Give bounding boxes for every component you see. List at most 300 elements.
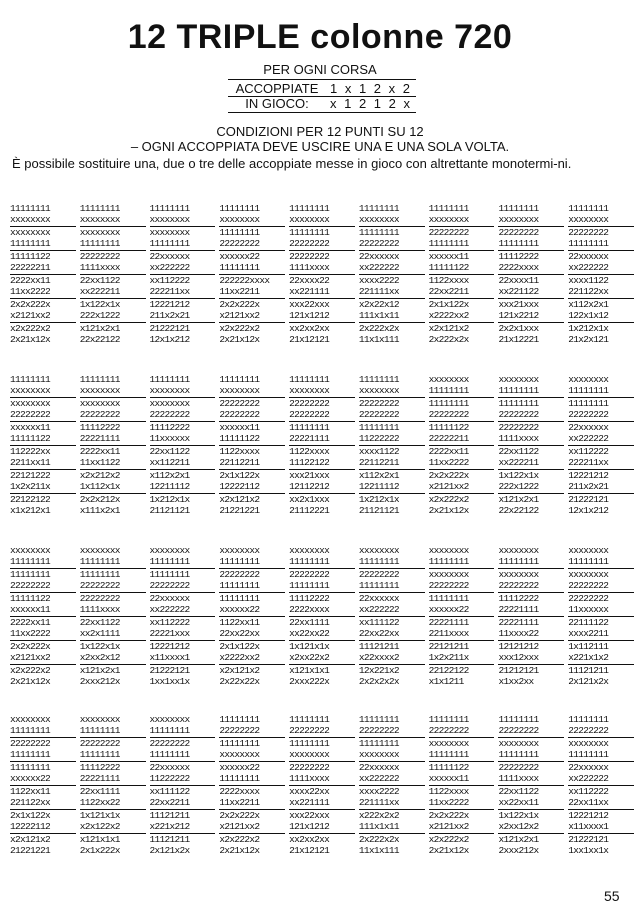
column-code: xxxxxxxx bbox=[10, 398, 51, 409]
column-code: xxxxxx11 bbox=[219, 422, 260, 433]
row-pair bbox=[150, 785, 216, 809]
row-pair bbox=[289, 761, 355, 785]
row-pair bbox=[568, 298, 634, 322]
column-code: xx2xx2xx bbox=[289, 323, 330, 334]
column-code: 11111111 bbox=[149, 569, 190, 580]
column-code: 2x121x2x bbox=[149, 844, 190, 856]
row-pair bbox=[219, 421, 285, 445]
column-group bbox=[219, 203, 285, 346]
column-code: 12221212 bbox=[568, 470, 609, 481]
column-code: 22xx22xx bbox=[358, 627, 399, 639]
row-pair bbox=[219, 785, 285, 809]
column-code: 11111111 bbox=[428, 714, 469, 725]
row-pair bbox=[80, 469, 146, 493]
column-code: x2x212x2 bbox=[79, 470, 120, 481]
column-code: xxxxxx11 bbox=[428, 251, 469, 262]
row-pair bbox=[10, 785, 76, 809]
column-group bbox=[359, 714, 425, 857]
column-group bbox=[429, 545, 495, 688]
row-pair bbox=[359, 421, 425, 445]
column-code: 22222222 bbox=[358, 237, 399, 249]
column-code: 22222222 bbox=[219, 408, 260, 420]
column-code: 11xx2222 bbox=[428, 796, 469, 808]
row-pair bbox=[289, 298, 355, 322]
column-code: xxxxxxxx bbox=[149, 398, 190, 409]
column-code: 11111111 bbox=[10, 569, 51, 580]
row-pair bbox=[568, 640, 634, 664]
row-pair bbox=[289, 203, 355, 226]
column-code: x2x122x2 bbox=[79, 820, 120, 832]
row-pair bbox=[80, 833, 146, 857]
column-code: 1x121x1x bbox=[289, 641, 330, 652]
column-code: 1x212x1x bbox=[358, 494, 399, 505]
column-group bbox=[359, 203, 425, 346]
column-code: xxxx2222 bbox=[358, 786, 399, 797]
in-gioco-value: x 1 2 1 2 x bbox=[330, 96, 412, 111]
column-code: 2x1x122x bbox=[219, 470, 260, 481]
row-pair bbox=[150, 250, 216, 274]
row-pair bbox=[10, 737, 76, 761]
column-code: 22xx2211 bbox=[428, 285, 469, 297]
column-code: 12211112 bbox=[358, 480, 399, 492]
column-code: xx112222 bbox=[568, 446, 609, 457]
row-pair bbox=[219, 322, 285, 346]
column-code: 22222211 bbox=[10, 261, 51, 273]
column-code: 22221111 bbox=[428, 617, 469, 628]
column-code: 11111111 bbox=[568, 398, 609, 409]
row-pair bbox=[289, 809, 355, 833]
column-code: 22xxxxxx bbox=[568, 251, 609, 262]
column-group bbox=[498, 374, 564, 517]
row-pair bbox=[498, 640, 564, 664]
column-code: 12x1x212 bbox=[568, 504, 609, 516]
row-pair bbox=[150, 226, 216, 250]
row-pair bbox=[498, 445, 564, 469]
column-group bbox=[568, 545, 634, 688]
column-code: 11xxxx22 bbox=[498, 627, 539, 639]
column-code: 11111122 bbox=[428, 762, 469, 773]
row-pair bbox=[150, 640, 216, 664]
column-code: 11111122 bbox=[10, 593, 51, 604]
row-pair bbox=[289, 737, 355, 761]
column-code: x2121xx2 bbox=[428, 480, 469, 492]
column-code: 11122122 bbox=[289, 456, 330, 468]
column-code: 1122xx11 bbox=[10, 786, 51, 797]
row-pair bbox=[219, 664, 285, 688]
column-code: 2x1x222x bbox=[79, 844, 120, 856]
column-code: xxxxxxxx bbox=[289, 213, 330, 225]
column-code: xxxxxx11 bbox=[428, 772, 469, 784]
row-pair bbox=[150, 203, 216, 226]
column-code: 22112211 bbox=[219, 456, 260, 468]
column-code: 11111111 bbox=[10, 374, 51, 385]
column-code: 2x2x212x bbox=[79, 494, 120, 505]
column-code: 11111111 bbox=[219, 714, 260, 725]
column-code: x112x2x1 bbox=[568, 299, 609, 310]
column-code: 1122xx11 bbox=[219, 617, 260, 628]
row-pair bbox=[359, 761, 425, 785]
column-code: 22222222 bbox=[149, 408, 190, 420]
column-code: 11xxxxxx bbox=[149, 432, 190, 444]
row-pair bbox=[429, 640, 495, 664]
column-code: 11111111 bbox=[358, 579, 399, 591]
column-code: 22xxxxxx bbox=[149, 762, 190, 773]
column-code: 11111111 bbox=[358, 203, 399, 214]
column-code: 11121211 bbox=[149, 810, 190, 821]
column-code: 21222121 bbox=[568, 834, 609, 845]
column-code: xxxxxx22 bbox=[10, 772, 51, 784]
row-pair bbox=[359, 545, 425, 568]
row-pair bbox=[498, 397, 564, 421]
row-pair bbox=[568, 274, 634, 298]
column-code: 2222xx11 bbox=[10, 275, 51, 286]
row-pair bbox=[429, 469, 495, 493]
row-pair bbox=[219, 397, 285, 421]
column-code: 2x1x122x bbox=[428, 299, 469, 310]
column-code: x1x1211 bbox=[428, 675, 464, 687]
column-code: 11111111 bbox=[79, 237, 120, 249]
row-pair bbox=[219, 761, 285, 785]
column-code: x2121xx2 bbox=[428, 820, 469, 832]
row-pair bbox=[10, 664, 76, 688]
column-code: 21222121 bbox=[568, 494, 609, 505]
column-code: xxxxxx22 bbox=[219, 251, 260, 262]
column-code: 11111111 bbox=[149, 555, 190, 567]
column-code: 11111111 bbox=[358, 555, 399, 567]
column-code: 22222222 bbox=[568, 593, 609, 604]
row-pair bbox=[10, 469, 76, 493]
column-code: xx2x1xxx bbox=[289, 494, 330, 505]
column-code: 11111111 bbox=[10, 203, 51, 214]
row-pair bbox=[498, 761, 564, 785]
column-code: xxxxxxxx bbox=[10, 213, 51, 225]
column-code: 2x2x222x bbox=[10, 641, 51, 652]
accoppiate-value: 1 x 1 2 x 2 bbox=[330, 81, 412, 96]
column-code: x2121xx2 bbox=[10, 651, 51, 663]
column-code: 11112222 bbox=[498, 251, 539, 262]
row-pair bbox=[150, 568, 216, 592]
column-code: 11xx2222 bbox=[10, 285, 51, 297]
row-pair bbox=[10, 545, 76, 568]
column-code: 22xx22xx bbox=[219, 627, 260, 639]
row-pair bbox=[219, 274, 285, 298]
column-code: 11111111 bbox=[289, 203, 330, 214]
row-pair bbox=[10, 274, 76, 298]
row-pair bbox=[289, 545, 355, 568]
column-code: 111x1x11 bbox=[358, 309, 399, 321]
column-code: 22222222 bbox=[10, 579, 51, 591]
column-code: xxxxxxxx bbox=[568, 213, 609, 225]
column-code: x221x212 bbox=[149, 820, 190, 832]
column-code: xx222222 bbox=[149, 603, 190, 615]
column-block bbox=[10, 374, 634, 517]
row-pair bbox=[150, 397, 216, 421]
column-code: 22xxxxxx bbox=[358, 762, 399, 773]
row-pair bbox=[568, 664, 634, 688]
column-code: 1x212x1x bbox=[568, 323, 609, 334]
column-group bbox=[498, 203, 564, 346]
column-code: 11111122 bbox=[10, 251, 51, 262]
row-pair bbox=[10, 322, 76, 346]
column-code: 22122122 bbox=[10, 494, 51, 505]
row-pair bbox=[219, 226, 285, 250]
column-code: 22222222 bbox=[358, 398, 399, 409]
column-code: 11121211 bbox=[358, 641, 399, 652]
column-code: xxxxxxxx bbox=[428, 569, 469, 580]
row-pair bbox=[80, 493, 146, 517]
row-pair bbox=[219, 714, 285, 737]
row-pair bbox=[289, 640, 355, 664]
row-pair bbox=[498, 664, 564, 688]
column-code: 1x122x1x bbox=[79, 299, 120, 310]
column-group bbox=[498, 545, 564, 688]
column-code: 11x1x111 bbox=[358, 844, 399, 856]
column-code: 11112222 bbox=[289, 593, 330, 604]
column-code: 1122xxxx bbox=[428, 786, 469, 797]
column-code: 22221111 bbox=[79, 772, 120, 784]
column-code: xxxxxxxx bbox=[79, 545, 120, 556]
column-code: xxxxxxxx bbox=[498, 738, 539, 749]
column-code: x22xxxx2 bbox=[358, 651, 399, 663]
column-code: 22xxxxxx bbox=[149, 251, 190, 262]
row-pair bbox=[568, 714, 634, 737]
column-code: 11111111 bbox=[149, 724, 190, 736]
column-code: xxxxxxxx bbox=[149, 213, 190, 225]
column-code: 2xxx212x bbox=[498, 844, 539, 856]
row-pair bbox=[568, 421, 634, 445]
column-code: xxxxxxxx bbox=[568, 738, 609, 749]
column-code: x2121xx2 bbox=[219, 820, 260, 832]
column-code: x2x121x2 bbox=[428, 323, 469, 334]
column-block bbox=[10, 203, 634, 346]
column-code: 211x2x21 bbox=[149, 309, 190, 321]
row-pair bbox=[429, 397, 495, 421]
column-group bbox=[289, 545, 355, 688]
column-group bbox=[429, 374, 495, 517]
row-pair bbox=[80, 664, 146, 688]
row-pair bbox=[219, 592, 285, 616]
column-code: xxxxxxxx bbox=[428, 213, 469, 225]
column-group bbox=[289, 374, 355, 517]
row-pair bbox=[219, 493, 285, 517]
column-code: 11111122 bbox=[219, 432, 260, 444]
column-code: 2xxx212x bbox=[79, 675, 120, 687]
column-code: 11111111 bbox=[498, 384, 539, 396]
column-code: 11111111 bbox=[428, 398, 469, 409]
column-code: 22xxxx22 bbox=[289, 275, 330, 286]
row-pair bbox=[150, 445, 216, 469]
column-code: xxxxxxxx bbox=[219, 384, 260, 396]
column-group bbox=[568, 203, 634, 346]
column-code: 11112222 bbox=[498, 593, 539, 604]
column-code: xx112222 bbox=[149, 617, 190, 628]
column-code: 22222222 bbox=[358, 569, 399, 580]
row-pair bbox=[568, 445, 634, 469]
row-pair bbox=[568, 785, 634, 809]
column-code: 22xxxxxx bbox=[149, 593, 190, 604]
row-pair bbox=[498, 374, 564, 397]
column-code: 11111111 bbox=[358, 227, 399, 238]
column-code: xx222211 bbox=[79, 285, 120, 297]
column-code: 22222222 bbox=[498, 408, 539, 420]
row-pair bbox=[289, 226, 355, 250]
column-code: xxxxxxxx bbox=[568, 545, 609, 556]
column-code: 2x21x12x bbox=[10, 333, 51, 345]
row-pair bbox=[289, 250, 355, 274]
column-code: 22222211 bbox=[428, 432, 469, 444]
row-pair bbox=[80, 568, 146, 592]
column-code: 2x21x12x bbox=[219, 844, 260, 856]
column-group bbox=[10, 714, 76, 857]
row-pair bbox=[359, 493, 425, 517]
column-group bbox=[80, 374, 146, 517]
column-code: 11111111 bbox=[289, 555, 330, 567]
row-pair bbox=[10, 493, 76, 517]
column-code: xxxxxxxx bbox=[10, 545, 51, 556]
column-code: xx112222 bbox=[149, 275, 190, 286]
row-pair bbox=[429, 374, 495, 397]
column-code: 2x1x122x bbox=[219, 641, 260, 652]
column-code: 2x1x122x bbox=[10, 810, 51, 821]
row-pair bbox=[289, 833, 355, 857]
column-group bbox=[150, 203, 216, 346]
column-code: x222x2x2 bbox=[358, 810, 399, 821]
row-pair bbox=[289, 421, 355, 445]
column-code: 1122xxxx bbox=[428, 275, 469, 286]
column-code: xxx22xxx bbox=[289, 299, 330, 310]
column-code: 22xx11xx bbox=[568, 796, 609, 808]
row-pair bbox=[10, 226, 76, 250]
column-code: 11111111 bbox=[498, 398, 539, 409]
column-code: 21121121 bbox=[149, 504, 190, 516]
row-pair bbox=[568, 809, 634, 833]
column-code: 1111xxxx bbox=[79, 603, 120, 615]
column-code: 22xx1111 bbox=[289, 617, 330, 628]
column-code: 222222xxxx bbox=[219, 275, 270, 286]
row-pair bbox=[289, 714, 355, 737]
row-pair bbox=[150, 493, 216, 517]
column-code: 11111111 bbox=[289, 714, 330, 725]
row-pair bbox=[568, 250, 634, 274]
row-pair bbox=[10, 397, 76, 421]
column-group bbox=[80, 714, 146, 857]
column-code: 21112221 bbox=[289, 504, 330, 516]
column-code: x121x1x1 bbox=[79, 834, 120, 845]
column-code: 22222222 bbox=[289, 762, 330, 773]
column-code: 2x2x222x bbox=[428, 810, 469, 821]
column-code: 1111xxxx bbox=[498, 772, 539, 784]
column-code: 111x1x11 bbox=[358, 820, 399, 832]
column-code: 1x112x1x bbox=[79, 480, 120, 492]
row-pair bbox=[429, 274, 495, 298]
row-pair bbox=[219, 445, 285, 469]
row-pair bbox=[498, 203, 564, 226]
column-group bbox=[10, 545, 76, 688]
column-code: 22222222 bbox=[79, 738, 120, 749]
row-pair bbox=[498, 592, 564, 616]
column-code: 12222112 bbox=[219, 480, 260, 492]
column-code: 22xx1122 bbox=[79, 617, 120, 628]
column-code: 122x1x12 bbox=[568, 309, 609, 321]
column-code: 11111111 bbox=[219, 203, 260, 214]
row-pair bbox=[429, 568, 495, 592]
column-code: x2x222x2 bbox=[10, 323, 51, 334]
column-code: xxxx2222 bbox=[358, 275, 399, 286]
row-pair bbox=[80, 203, 146, 226]
row-pair bbox=[10, 250, 76, 274]
column-block bbox=[10, 545, 634, 688]
row-pair bbox=[80, 250, 146, 274]
row-pair bbox=[219, 737, 285, 761]
column-code: 22222222 bbox=[568, 579, 609, 591]
column-code: 11111111 bbox=[219, 772, 260, 784]
column-code: x2121xx2 bbox=[219, 309, 260, 321]
row-pair bbox=[498, 737, 564, 761]
in-gioco-row bbox=[228, 97, 416, 111]
column-code: 11111111 bbox=[219, 555, 260, 567]
column-code: 22122122 bbox=[428, 665, 469, 676]
column-code: 221122xx bbox=[568, 285, 609, 297]
column-code: 22xxxxxx bbox=[568, 762, 609, 773]
row-pair bbox=[150, 469, 216, 493]
column-code: 11112222 bbox=[149, 422, 190, 433]
row-pair bbox=[219, 374, 285, 397]
column-code: xxxxxxxx bbox=[10, 714, 51, 725]
column-code: 11111111 bbox=[568, 237, 609, 249]
column-code: 11111111 bbox=[79, 203, 120, 214]
column-code: 11111111 bbox=[498, 237, 539, 249]
row-pair bbox=[80, 274, 146, 298]
column-code: xxxxxxxx bbox=[428, 545, 469, 556]
row-pair bbox=[10, 714, 76, 737]
row-pair bbox=[498, 785, 564, 809]
column-code: 11121211 bbox=[149, 834, 190, 845]
column-code: x2xx2x12 bbox=[79, 651, 120, 663]
row-pair bbox=[498, 568, 564, 592]
row-pair bbox=[359, 445, 425, 469]
row-pair bbox=[429, 737, 495, 761]
column-code: xxxxxxxx bbox=[219, 748, 260, 760]
column-code: 22112211 bbox=[358, 456, 399, 468]
column-code: 11111111 bbox=[149, 748, 190, 760]
column-code: 2222xxxx bbox=[498, 261, 539, 273]
column-code: 22222222 bbox=[498, 762, 539, 773]
column-code: 221122xx bbox=[10, 796, 51, 808]
row-pair bbox=[429, 298, 495, 322]
column-code: 11xx2222 bbox=[428, 456, 469, 468]
row-pair bbox=[568, 545, 634, 568]
row-pair bbox=[568, 493, 634, 517]
row-pair bbox=[289, 664, 355, 688]
column-code: 22222222 bbox=[568, 408, 609, 420]
row-pair bbox=[289, 274, 355, 298]
column-code: 11111111 bbox=[10, 555, 51, 567]
column-code: 22222222 bbox=[149, 579, 190, 591]
column-code: xxxxxxxx bbox=[149, 384, 190, 396]
column-group bbox=[429, 714, 495, 857]
row-pair bbox=[498, 714, 564, 737]
column-code: 221111xx bbox=[358, 285, 399, 297]
column-code: 2x121x2x bbox=[568, 675, 609, 687]
column-code: 1122xxxx bbox=[219, 446, 260, 457]
row-pair bbox=[289, 568, 355, 592]
row-pair bbox=[429, 785, 495, 809]
row-pair bbox=[80, 785, 146, 809]
column-code: x11xxxx1 bbox=[568, 820, 609, 832]
column-code: 21x12221 bbox=[498, 333, 539, 345]
column-code: 11111111 bbox=[79, 374, 120, 385]
column-code: 11111111 bbox=[428, 555, 469, 567]
